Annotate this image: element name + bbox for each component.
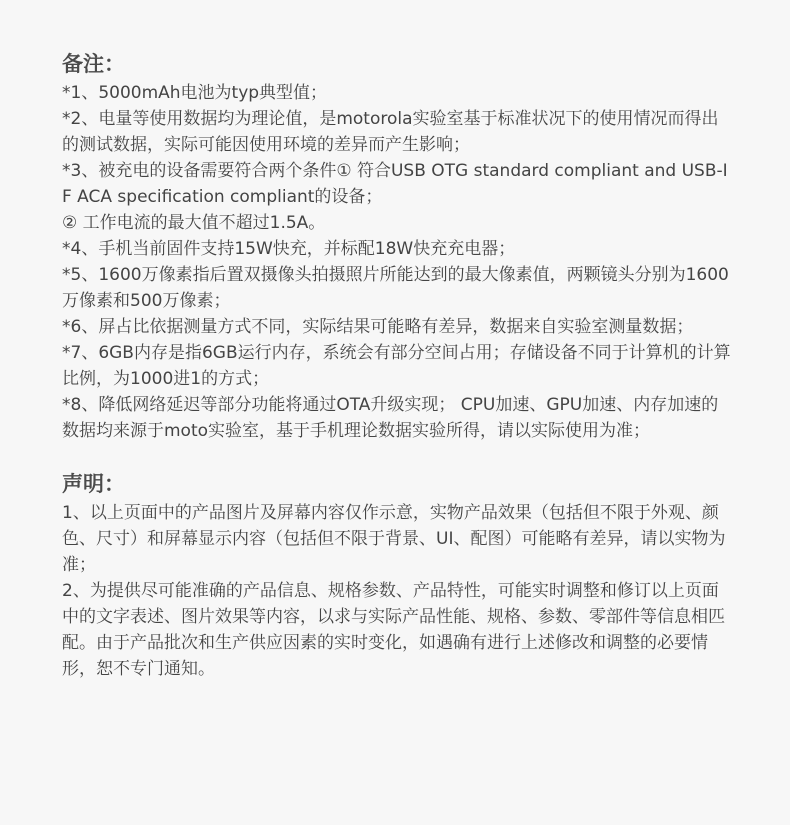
note-item-6: *6、屏占比依据测量方式不同，实际结果可能略有差异，数据来自实验室测量数据；: [62, 317, 694, 337]
statement-list: [62, 500, 732, 682]
statement-item-2: 2、为提供尽可能准确的产品信息、规格参数、产品特性，可能实时调整和修订以上页面中的文字表述、图片效果等内容，以求与实际产品性能、规格、参数、零部件等信息相匹配。由于产品批次和生产供应因素的实时变化，如遇确有进行上述修改和调整的必要情形，恕不专门通知。: [62, 581, 725, 679]
note-item-2: *2、电量等使用数据均为理论值，是motorola实验室基于标准状况下的使用情况而得出的测试数据，实际可能因使用环境的差异而产生影响；: [62, 109, 719, 155]
notes-list: [62, 80, 732, 444]
statement-item-1: 1、以上页面中的产品图片及屏幕内容仅作示意，实物产品效果（包括但不限于外观、颜色、尺寸）和屏幕显示内容（包括但不限于背景、UI、配图）可能略有差异，请以实物为准；: [62, 503, 726, 575]
statement-title: 声明：: [62, 472, 125, 496]
note-item-3-condition-2: ② 工作电流的最大值不超过1.5A。: [62, 213, 326, 233]
note-item-3: *3、被充电的设备需要符合两个条件① 符合USB OTG standard compliant and USB-IF ACA specification compliant的设备；: [62, 161, 728, 207]
note-item-5: *5、1600万像素指后置双摄像头拍摄照片所能达到的最大像素值，两颗镜头分别为1600万像素和500万像素；: [62, 265, 729, 311]
note-item-8: *8、降低网络延迟等部分功能将通过OTA升级实现； CPU加速、GPU加速、内存加速的数据均来源于moto实验室，基于手机理论数据实验所得，请以实际使用为准；: [62, 395, 719, 441]
notes-title: 备注：: [62, 52, 125, 76]
note-item-1: *1、5000mAh电池为typ典型值；: [62, 83, 328, 103]
note-item-7: *7、6GB内存是指6GB运行内存，系统会有部分空间占用；存储设备不同于计算机的计算比例，为1000进1的方式；: [62, 343, 731, 389]
notes-section: [62, 50, 732, 444]
note-item-4: *4、手机当前固件支持15W快充，并标配18W快充充电器；: [62, 239, 516, 259]
statement-section: [62, 470, 732, 682]
